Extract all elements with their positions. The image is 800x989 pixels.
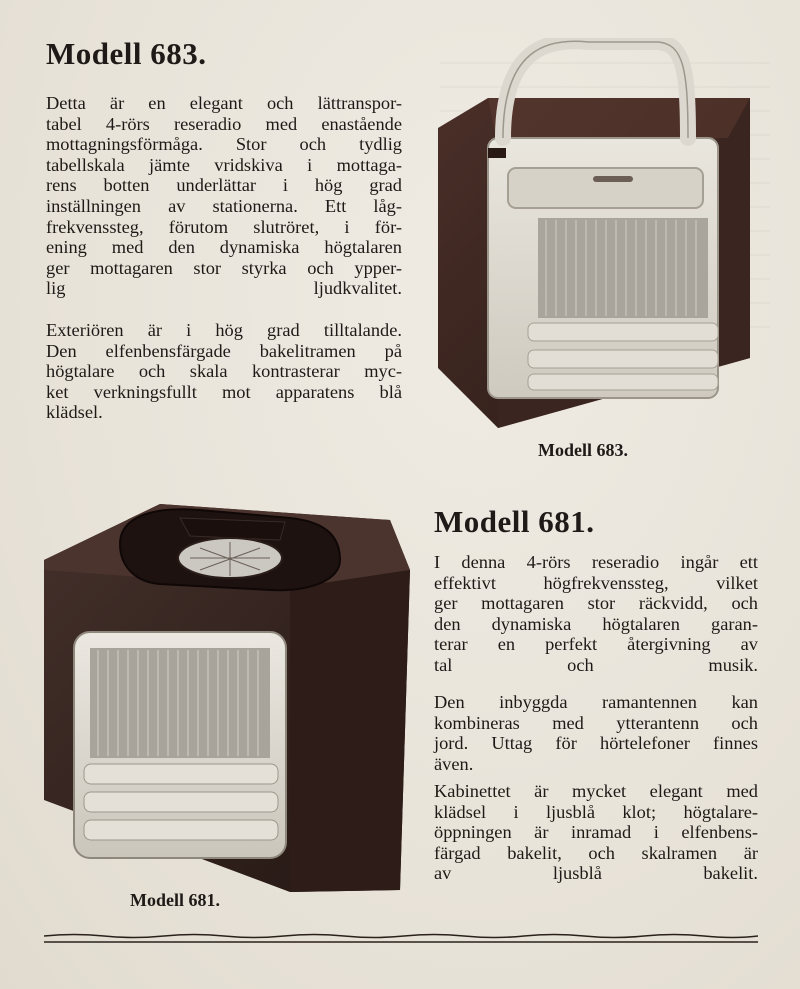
heading-modell-683: Modell 683. — [46, 36, 207, 71]
text-line: färgad bakelit, och skalramen är — [434, 842, 758, 863]
text-line: Kabinettet är mycket elegant med — [434, 781, 758, 801]
text-line: kombineras med ytterantenn och — [434, 712, 758, 733]
text-line: ket verkningsfullt mot apparatens blå — [46, 381, 402, 402]
text-line: ening med den dynamiska högtalaren — [46, 237, 402, 258]
decorative-wavy-rule — [44, 932, 758, 946]
text-line: I denna 4-rörs reseradio ingår ett — [434, 552, 758, 572]
text-line: terar en perfekt återgivning av — [434, 634, 758, 655]
text-line: tal och musik. — [434, 654, 758, 675]
text-line: även. — [434, 753, 474, 774]
text-line: lig ljudkvalitet. — [46, 278, 402, 299]
text-line: klädsel. — [46, 402, 103, 423]
description-683-paragraph-2 — [46, 320, 402, 423]
text-line: ger mottagaren stor styrka och ypper- — [46, 257, 402, 278]
text-line: Exteriören är i hög grad tilltalande. — [46, 320, 402, 340]
heading-modell-681: Modell 681. — [434, 504, 595, 539]
text-line: den dynamiska högtalaren garan- — [434, 613, 758, 634]
caption-modell-683: Modell 683. — [538, 440, 628, 460]
radio-683-photo — [428, 38, 758, 430]
text-line: Den elfenbensfärgade bakelitramen på — [46, 340, 402, 361]
text-line: Detta är en elegant och lättranspor- — [46, 93, 402, 113]
description-681-paragraph-2 — [434, 692, 758, 774]
text-line: frekvenssteg, förutom slutröret, i för- — [46, 216, 402, 237]
text-line: ger mottagaren stor räckvidd, och — [434, 593, 758, 614]
text-line: tabel 4-rörs reseradio med enastående — [46, 113, 402, 134]
description-681-paragraph-3 — [434, 781, 758, 884]
description-683-paragraph-1 — [46, 93, 402, 299]
text-line: klädsel i ljusblå klot; högtalare- — [434, 801, 758, 822]
radio-681-photo — [40, 500, 412, 892]
text-line: effektivt högfrekvenssteg, vilket — [434, 572, 758, 593]
text-line: jord. Uttag för hörtelefoner finnes — [434, 733, 758, 754]
text-line: rens botten underlättar i hög grad — [46, 175, 402, 196]
text-line: Den inbyggda ramantennen kan — [434, 692, 758, 712]
text-line: av ljusblå bakelit. — [434, 863, 758, 884]
text-line: tabellskala jämte vridskiva i mottaga- — [46, 154, 402, 175]
text-line: mottagningsförmåga. Stor och tydlig — [46, 134, 402, 155]
text-line: högtalare och skala kontrasterar myc- — [46, 361, 402, 382]
description-681-paragraph-1 — [434, 552, 758, 676]
text-line: inställningen av stationerna. Ett låg- — [46, 195, 402, 216]
text-line: öppningen är inramad i elfenbens- — [434, 822, 758, 843]
caption-modell-681: Modell 681. — [130, 890, 220, 910]
